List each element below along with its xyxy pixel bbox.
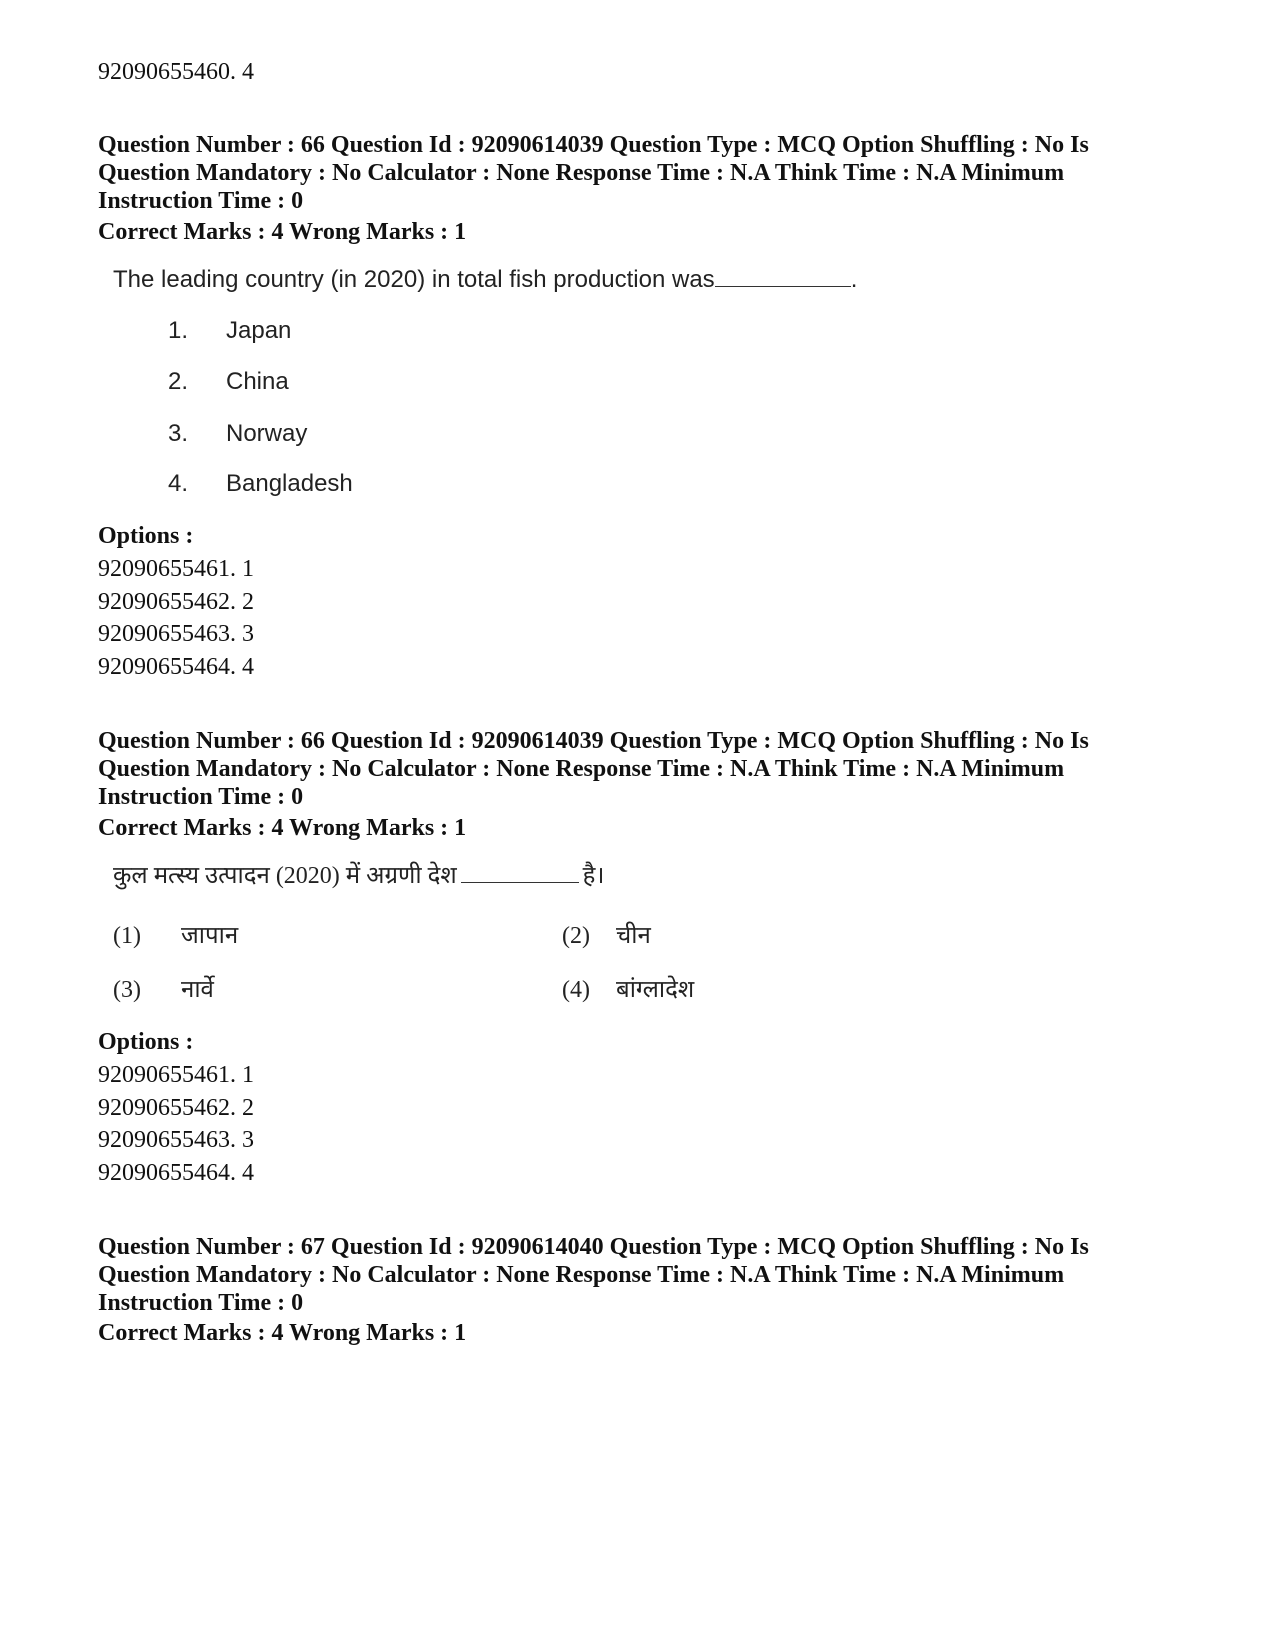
choice-item (562, 918, 651, 951)
option-line: 92090655464. 4 (98, 1160, 254, 1186)
choice-number: (3) (113, 977, 141, 1003)
choice-number: (2) (562, 923, 590, 949)
option-line: 92090655464. 4 (98, 654, 254, 680)
meta-line-3: Instruction Time : 0 (98, 188, 304, 214)
question-meta (98, 1233, 1138, 1317)
question-end: . (850, 266, 858, 293)
choice-item (168, 420, 307, 448)
option-line: 92090655462. 2 (98, 1095, 254, 1121)
meta-line-3: Instruction Time : 0 (98, 784, 304, 810)
question-text (113, 858, 605, 891)
choice-item (113, 972, 214, 1005)
option-line: 92090655461. 1 (98, 1062, 254, 1088)
options-label: Options : (98, 1029, 194, 1055)
choice-text: Japan (226, 317, 292, 344)
choice-number: (1) (113, 923, 141, 949)
choice-text: नार्वे (181, 977, 214, 1003)
option-line: 92090655463. 3 (98, 621, 254, 647)
marks-line: Correct Marks : 4 Wrong Marks : 1 (98, 219, 467, 245)
choice-text: Bangladesh (226, 470, 353, 497)
answer-blank (461, 864, 579, 883)
choice-text: जापान (181, 923, 239, 949)
question-text (113, 266, 857, 294)
option-line: 92090655462. 2 (98, 589, 254, 615)
previous-option-line: 92090655460. 4 (98, 59, 254, 85)
question-meta (98, 727, 1138, 811)
choice-number: 1. (168, 317, 189, 344)
choice-item (168, 317, 291, 345)
choice-item (168, 368, 289, 396)
question-stem: The leading country (in 2020) in total fish production was (113, 266, 715, 293)
meta-line-1: Question Number : 66 Question Id : 92090614039 Question Type : MCQ Option Shuffling : No Is (98, 728, 1089, 754)
choice-number: 3. (168, 420, 189, 447)
choice-item (168, 470, 353, 498)
option-line: 92090655463. 3 (98, 1127, 254, 1153)
question-meta (98, 131, 1138, 215)
choice-number: 2. (168, 368, 189, 395)
option-line: 92090655461. 1 (98, 556, 254, 582)
choice-text: Norway (226, 420, 308, 447)
answer-blank (715, 268, 851, 287)
meta-line-2: Question Mandatory : No Calculator : None Response Time : N.A Think Time : N.A Minimum (98, 160, 1065, 186)
choice-item (113, 918, 238, 951)
choice-text: चीन (616, 923, 651, 949)
choice-number: (4) (562, 977, 590, 1003)
marks-line: Correct Marks : 4 Wrong Marks : 1 (98, 1320, 467, 1346)
question-stem: कुल मत्स्य उत्पादन (2020) में अग्रणी देश (113, 863, 457, 889)
question-end: है। (582, 863, 605, 889)
meta-line-1: Question Number : 66 Question Id : 92090614039 Question Type : MCQ Option Shuffling : No Is (98, 132, 1089, 158)
meta-line-3: Instruction Time : 0 (98, 1290, 304, 1316)
meta-line-2: Question Mandatory : No Calculator : None Response Time : N.A Think Time : N.A Minimum (98, 756, 1065, 782)
choice-number: 4. (168, 470, 189, 497)
choice-text: बांग्लादेश (616, 977, 695, 1003)
choice-text: China (226, 368, 289, 395)
meta-line-1: Question Number : 67 Question Id : 92090614040 Question Type : MCQ Option Shuffling : No Is (98, 1234, 1089, 1260)
marks-line: Correct Marks : 4 Wrong Marks : 1 (98, 815, 467, 841)
meta-line-2: Question Mandatory : No Calculator : None Response Time : N.A Think Time : N.A Minimum (98, 1262, 1065, 1288)
choice-item (562, 972, 694, 1005)
options-label: Options : (98, 523, 194, 549)
